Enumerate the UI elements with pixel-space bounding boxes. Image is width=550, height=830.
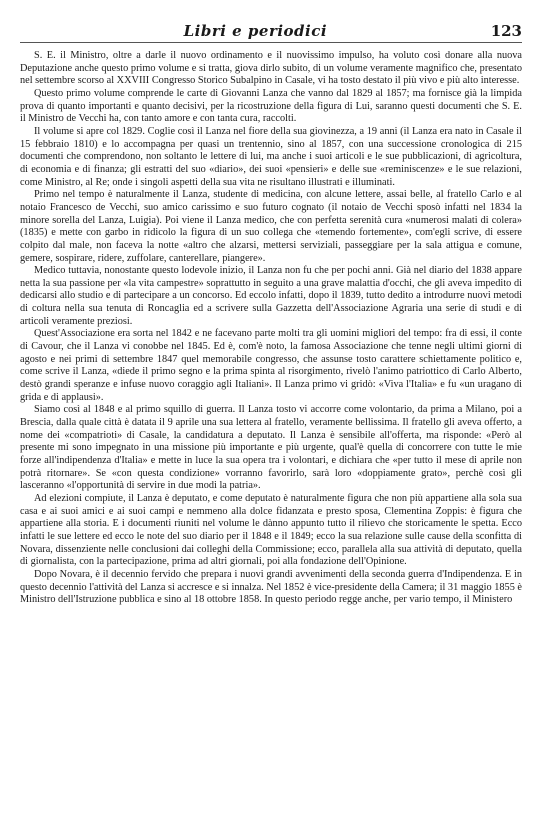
paragraph-8: Ad elezioni compiute, il Lanza è deputato, e come deputato è naturalmente figura che non più appartiene alla sola sua casa e ai suoi amici e ai suoi campi e nemmeno alla dolce fidanzata e presto sposa, Clementina Zoppis: è figura che appartiene alla storia. E i documenti riuniti nel volume le dànno appunto tutto il rilievo che storicamente le spetta. Ecco infatti le sue lettere ed ecco le note del suo diario per il 1848 e il 1849; ecco la sua relazione sulle cause della sconfitta di Novara, dissenziente nelle conclusioni dai colleghi della Commissione; ecco, parallela alla sua attività di deputato, quella di giornalista, con la partecipazione, prima ad altri giornali, poi alla fondazione dell'Opinione. bbox=[20, 492, 522, 568]
paragraph-7: Siamo così al 1848 e al primo squillo di guerra. Il Lanza tosto vi accorre come volontario, da prima a Milano, poi a Brescia, dalla quale città è datata il 9 aprile una sua lettera al fratello, veramente bellissima. Il fratello gli aveva offerto, a nome dei «compatrioti» di Casale, la candidatura a deputato. Il Lanza è sensibile all'offerta, ma risponde: «Però al presente mi sono impegnato in una missione più importante e più urgente, qual'è quella di concorrere con tutte le mie forze all'indipendenza d'Italia» e mette in luce la sua opera tra i volontari, e dichiara che «per tutto il mese di aprile non potrà ritornare». Se «con questa condizione» vorranno favorirlo, sarà loro «doppiamente grato», perchè così gli lasceranno «l'opportunità di servire in due modi la patria». bbox=[20, 404, 522, 492]
paragraph-2: Questo primo volume comprende le carte di Giovanni Lanza che vanno dal 1829 al 1857; ma fornisce già la limpida prova di quanto importanti e quanto decisivi, per la ricostruzione della figura di Lui, saranno questi documenti che S. E. il Ministro de Vecchi ha, con tanto amore e con tanta cura, raccolti. bbox=[20, 87, 522, 125]
paragraph-3: Il volume si apre col 1829. Coglie così il Lanza nel fiore della sua giovinezza, a 19 anni (il Lanza era nato in Casale il 15 febbraio 1810) e lo accompagna per quasi un trentennio, sino al 1857, con una successione cronologica di 215 documenti che comprendono, non soltanto le lettere di lui, ma anche i suoi articoli e le sue pubblicazioni, di agricoltura, di economia e di finanza; gli estratti del suo «diario», dei suoi «pensieri» e delle sue «reminiscenze» e le sue relazioni, come Ministro, al Re; onde i singoli aspetti della sua vita ne risultano illustrati e illuminati. bbox=[20, 125, 522, 188]
paragraph-9: Dopo Novara, è il decennio fervido che prepara i nuovi grandi avvenimenti della seconda guerra d'Indipendenza. E in questo decennio l'attività del Lanza si accresce e si innalza. Nel 1852 è vice-presidente della Camera; il 31 maggio 1855 è Ministro dell'Istruzione pubblica e sino al 18 ottobre 1858. In questo periodo regge anche, per vario tempo, il Ministero bbox=[20, 568, 522, 606]
article-body bbox=[20, 50, 522, 607]
paragraph-4: Primo nel tempo è naturalmente il Lanza, studente di medicina, con alcune lettere, assai belle, al fratello Carlo e al notaio Francesco de Vecchi, suo amico carissimo e suo futuro cognato (il notaio de Vecchi sposò infatti nel 1834 la minore sorella del Lanza, Luigia). Poi viene il Lanza medico, che con perfetta serenità cura «numerosi malati di colera» (1835) e mette con garbo in ridicolo la figura di un suo collega che «temendo fortemente», com'egli scrive, di essere colpito dal male, non faceva la notte «altro che alzarsi, mettersi serviziali, passeggiare per la sala attigua e comune, gemere, sospirare, ridere, zuffolare, canterellare, piangere». bbox=[20, 189, 522, 264]
page-number: 123 bbox=[490, 22, 522, 40]
paragraph-1: S. E. il Ministro, oltre a darle il nuovo ordinamento e il nuovissimo impulso, ha voluto così donare alla nuova Deputazione anche questo primo volume e si tratta, giova dirlo subito, di un volume veramente magnifico che, presentato nel settembre scorso al XXVIII Congresso Storico Subalpino in Casale, vi ha tosto destato il più vivo e più alto interesse. bbox=[20, 50, 522, 87]
paragraph-5: Medico tuttavia, nonostante questo lodevole inizio, il Lanza non fu che per pochi anni. Già nel diario del 1838 appare netta la sua passione per «la vita campestre» soprattutto in seguito a una grave malattia d'occhi, che gli aveva impedito di dedicarsi allo studio e di partecipare a un concorso. Ed eccolo infatti, dopo il 1839, tutto dedito a introdurre nuovi metodi di coltura nella sua tenuta di Roncaglia ed a scrivere sulla Gazzetta dell'Associazione Agraria una serie di studi e di articoli veramente preziosi. bbox=[20, 265, 522, 327]
paragraph-6: Quest'Associazione era sorta nel 1842 e ne facevano parte molti tra gli uomini migliori del tempo: fra di essi, il conte di Cavour, che il Lanza vi conobbe nel 1845. Ed è, com'è noto, la famosa Associazione che tenne negli ultimi giorni di agosto e nei primi di settembre 1847 quel memorabile congresso, che assunse tosto carattere schiettamente politico e, come scrive il Lanza, «diede il primo segno e la prima spinta al risorgimento, rivelò l'animo patriottico di Carlo Alberto, destò grandi speranze e infuse nuovo coraggio agli Italiani». Il Lanza primo vi gridò: «Viva l'Italia» e fu «un uragano di grida e di applausi». bbox=[20, 328, 522, 403]
journal-section-title: Libri e periodici bbox=[183, 22, 328, 40]
running-header bbox=[20, 18, 522, 43]
